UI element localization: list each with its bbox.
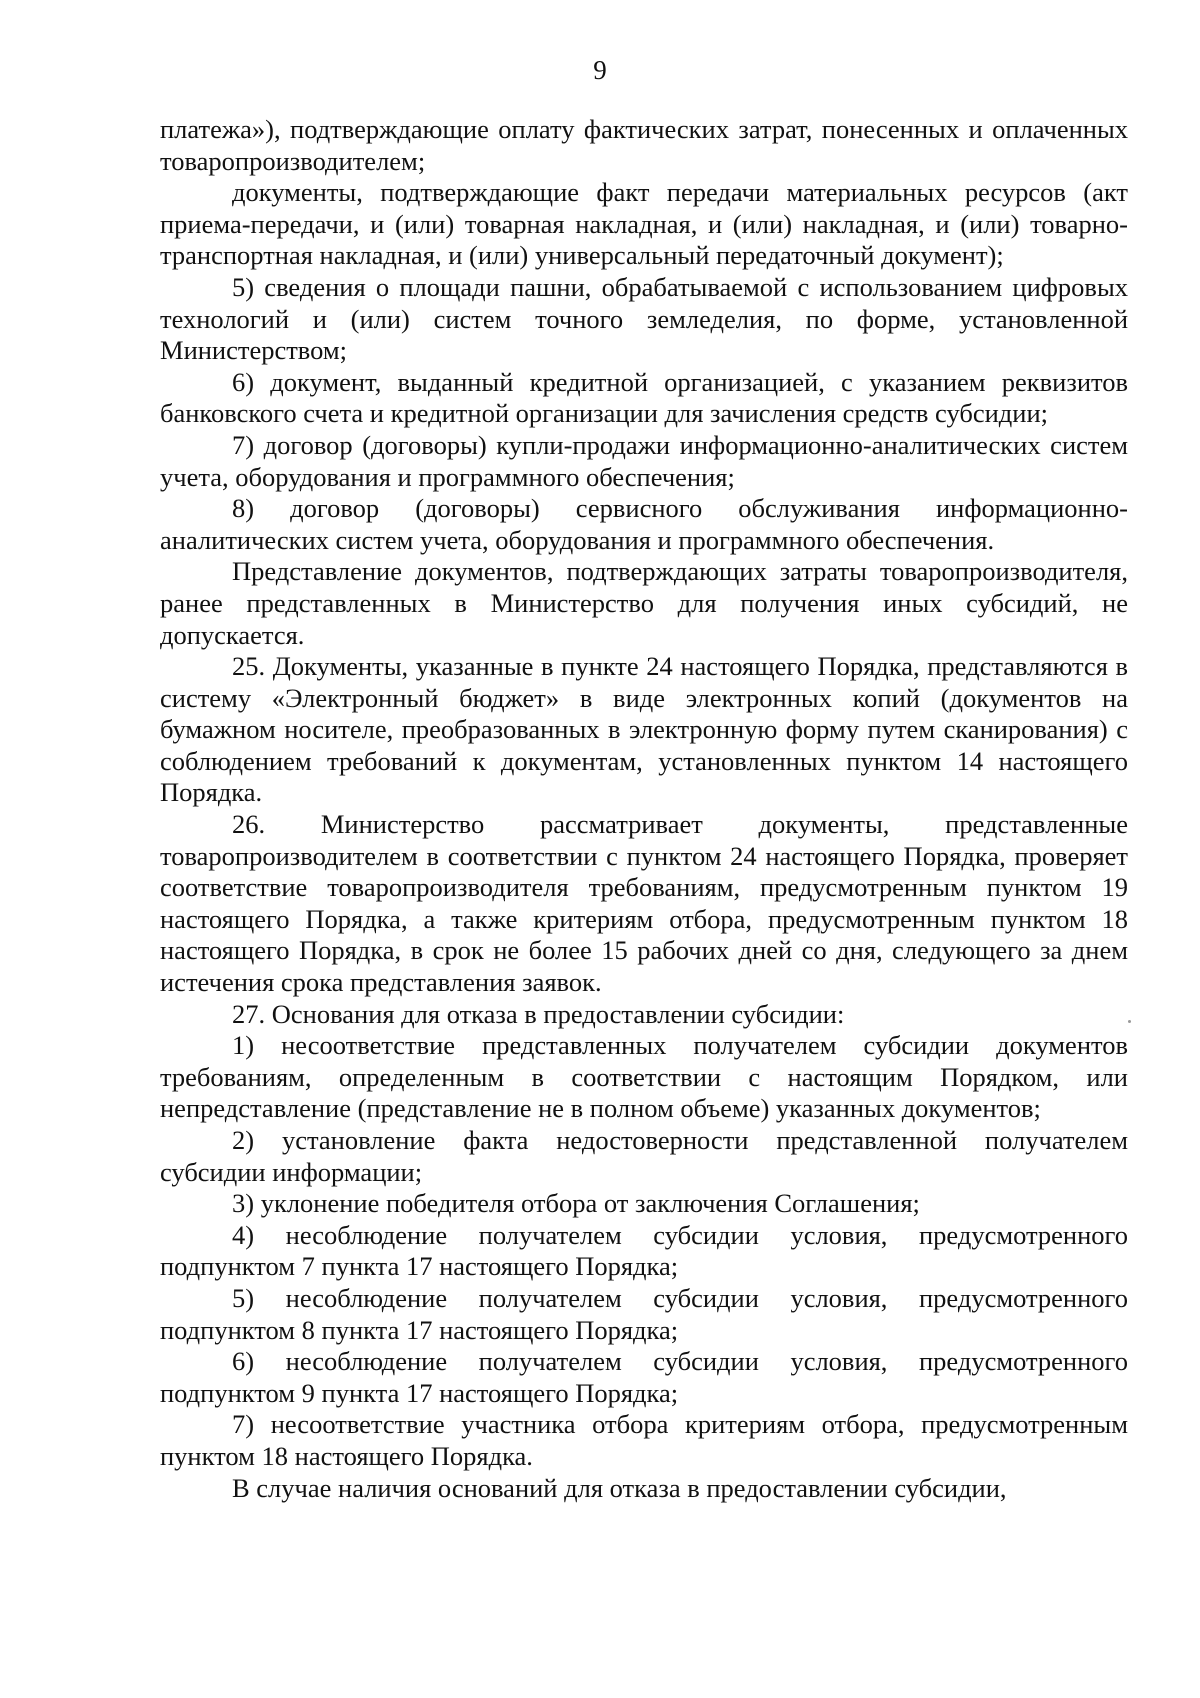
paragraph-item-8: 8) договор (договоры) сервисного обслуживания информационно-аналитических систем учета, оборудования и программного обеспечения. [160, 493, 1128, 555]
paragraph-refusal-1: 1) несоответствие представленных получателем субсидии документов требованиям, определенным в соответствии с настоящим Порядком, или непредставление (представление не в полном объеме) указанных документов; [160, 1030, 1128, 1124]
paragraph-refusal-5: 5) несоблюдение получателем субсидии условия, предусмотренного подпунктом 8 пункта 17 настоящего Порядка; [160, 1282, 1128, 1345]
paragraph-item-5: 5) сведения о площади пашни, обрабатываемой с использованием цифровых технологий и (или) систем точного земледелия, по форме, установленной Министерством; [160, 271, 1128, 366]
paragraph-refusal-6: 6) несоблюдение получателем субсидии условия, предусмотренного подпунктом 9 пункта 17 настоящего Порядка; [160, 1346, 1128, 1408]
paragraph-submission-note: Представление документов, подтверждающих затраты товаропроизводителя, ранее представленных в Министерство для получения иных субсидий, не допускается. [160, 556, 1128, 650]
paragraph-clause-27: 27. Основания для отказа в предоставлении субсидии: [232, 998, 845, 1029]
page-number: 9 [593, 55, 607, 85]
paragraph-continuation: платежа»), подтверждающие оплату фактических затрат, понесенных и оплаченных товаропроизводителем; [160, 114, 1128, 176]
paragraph-item-6: 6) документ, выданный кредитной организацией, с указанием реквизитов банковского счета и кредитной организации для зачисления средств субсидии; [160, 366, 1128, 429]
paragraph-item-7: 7) договор (договоры) купли-продажи информационно-аналитических систем учета, оборудования и программного обеспечения; [160, 429, 1128, 492]
document-body [160, 114, 1128, 1504]
paragraph-refusal-7: 7) несоответствие участника отбора критериям отбора, предусмотренным пунктом 18 настоящего Порядка. [160, 1409, 1128, 1471]
paragraph-transfer-documents: документы, подтверждающие факт передачи материальных ресурсов (акт приема-передачи, и (или) товарная накладная, и (или) накладная, и (или) товарно-транспортная накладная, и (или) универсальный передаточный документ); [160, 177, 1128, 271]
paragraph-clause-25: 25. Документы, указанные в пункте 24 настоящего Порядка, представляются в систему «Электронный бюджет» в виде электронных копий (документов на бумажном носителе, преобразованных в электронную форму путем сканирования) с соблюдением требований к документам, установленных пунктом 14 настоящего Порядка. [160, 651, 1128, 808]
paragraph-refusal-3: 3) уклонение победителя отбора от заключения Соглашения; [232, 1188, 920, 1219]
scan-artifact [1128, 1020, 1131, 1023]
paragraph-refusal-2: 2) установление факта недостоверности представленной получателем субсидии информации; [160, 1125, 1128, 1187]
paragraph-clause-26: 26. Министерство рассматривает документы, представленные товаропроизводителем в соответствии с пунктом 24 настоящего Порядка, проверяет соответствие товаропроизводителя требованиям, предусмотренным пунктом 19 настоящего Порядка, а также критериям отбора, предусмотренным пунктом 18 настоящего Порядка, в срок не более 15 рабочих дней со дня, следующего за днем истечения срока представления заявок. [160, 809, 1128, 998]
paragraph-refusal-4: 4) несоблюдение получателем субсидии условия, предусмотренного подпунктом 7 пункта 17 настоящего Порядка; [160, 1219, 1128, 1282]
paragraph-refusal-case: В случае наличия оснований для отказа в предоставлении субсидии, [232, 1472, 1007, 1503]
